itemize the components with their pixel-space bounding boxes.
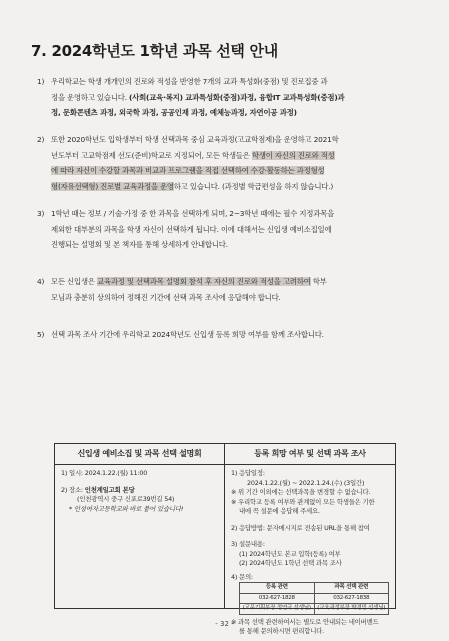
section-title: 7. 2024학년도 1학년 과목 선택 안내 (31, 42, 278, 60)
survey-note: ※ 위 기간 이외에는 선택과목을 변경할 수 없습니다. (231, 488, 371, 496)
orientation-header: 신입생 예비소집 및 과목 선택 설명회 (55, 444, 224, 465)
course-list-text: (사회(교육·복지) 교과특성화(중점)과정, 융합IT 교과특성화(중점)과 (129, 92, 345, 102)
paragraph-4 (37, 274, 415, 305)
highlighted-text: 교육과정 및 선택과목 설명회 참석 후 자신의 진로와 적성을 고려하여 (96, 277, 311, 286)
orientation-details (55, 465, 224, 518)
paragraph-line: 선택 과목 조사 기간에 우리학교 2024학년도 신입생 등록 희망 여부를 함께 조사합니다. (51, 330, 324, 339)
survey-content-item: (1) 2024학년도 본교 입학(등록) 여부 (239, 549, 341, 558)
venue-note: * 인성여자고등학교와 바로 붙어 있습니다! (69, 504, 184, 513)
paragraph-text: 모든 신입생은 (51, 277, 97, 286)
paragraph-2 (37, 132, 415, 194)
orientation-date: 1) 일시: 2024.1.22.(월) 11:00 (61, 469, 148, 477)
paragraph-line (51, 148, 415, 164)
paragraph-text: 정을 운영하고 있습니다. (51, 92, 129, 102)
paragraph-number: 5) (37, 330, 45, 339)
survey-note: 내에 꼭 설문에 응답해 주세요. (239, 507, 320, 515)
contact-table (239, 582, 389, 615)
venue-address: (인천광역시 중구 신포로39번길 54) (77, 495, 175, 503)
orientation-venue (61, 486, 218, 496)
paragraph-line (51, 179, 415, 195)
paragraph-line (51, 274, 415, 290)
inquiry-label: 4) 문의: (231, 572, 253, 581)
paragraph-line: 우리학교는 학생 개개인의 진로와 적성을 반영한 7개의 교과 특성화(중점) 및 진로집중 과 (51, 77, 328, 86)
survey-schedule: 2024.1.22.(월) ~ 2022.1.24.(수) (3일간) (247, 478, 365, 487)
paragraph-line: 진행되는 설명회 및 본 책자를 통해 상세하게 안내합니다. (51, 240, 228, 249)
course-list-text: 정, 문화콘텐츠 과정, 외국학 과정, 공공인재 과정, 예체능과정, 자연이공 과정) (51, 108, 297, 117)
paragraph-1 (37, 74, 415, 121)
survey-details (225, 465, 395, 641)
survey-column (225, 444, 395, 635)
paragraph-number: 3) (37, 209, 45, 218)
paragraph-number: 4) (37, 277, 45, 286)
venue-name: 인천계일고회 본당 (84, 485, 135, 494)
paragraph-line: 1학년 때는 정보 / 기술·가정 중 한 과목을 선택하게 되며, 2~3학년 때에는 필수 지정과목을 (51, 209, 335, 218)
contact-person-registration: (교무기획부장 정연극 선생님) (240, 604, 315, 615)
paragraph-line (51, 90, 415, 106)
paragraph-5 (37, 327, 415, 343)
contact-header-registration: 등록 관련 (240, 583, 315, 594)
highlighted-text: 형(자유선택형) 진로별 교육과정을 운영 (51, 181, 174, 191)
band-note: ※ 과목 선택 관련하여서는 별도로 안내되는 네이버밴드 (231, 617, 379, 626)
paragraph-line: 또한 2020학년도 입학생부터 학생 선택과목 중심 교육과정(고교학점제)을 운영하고 2021학 (51, 135, 339, 144)
survey-content-item: (2) 2024학년도 1학년 선택 과목 조사 (239, 559, 342, 567)
highlighted-text: 학생이 자신의 진로와 적성 (251, 150, 335, 160)
paragraph-text: 년도부터 고교학점제 선도(준비)학교로 지정되어, 모든 학생들은 (51, 150, 252, 160)
venue-label: 2) 장소: (61, 485, 85, 494)
band-note: 를 통해 문의하시면 편리합니다. (239, 627, 324, 635)
paragraph-number: 1) (37, 77, 45, 86)
contact-phone-registration: 032-627-1828 (240, 593, 315, 604)
paragraph-text: 학부 (310, 277, 327, 286)
paragraph-text: 하고 있습니다. (과정별 학급편성을 하지 않습니다.) (173, 181, 334, 191)
survey-header: 등록 희망 여부 및 선택 과목 조사 (225, 444, 395, 465)
highlighted-text: 에 따라 자신이 수강할 과목과 비교과 프로그램을 직접 선택하여 수강·활동하는 과정형성 (51, 166, 325, 175)
paragraph-line: 제외한 대부분의 과목을 학생 자신이 선택하게 됩니다. 이에 대해서는 신입생 예비소집일에 (51, 224, 332, 234)
orientation-column (55, 444, 225, 608)
survey-schedule-label: 1) 응답일정: (231, 469, 265, 477)
survey-note: ※ 우리학교 등록 여부와 관계없이 모든 학생들은 기한 (231, 497, 375, 506)
info-table (54, 443, 396, 635)
paragraph-3 (37, 206, 415, 253)
paragraph-line: 모님과 충분히 상의하여 정해진 기간에 선택 과목 조사에 응답해야 합니다. (51, 292, 281, 302)
paragraph-number: 2) (37, 135, 45, 144)
page-number: - 32 - (215, 620, 234, 628)
survey-content-label: 3) 설문내용: (231, 540, 265, 548)
survey-method: 2) 응답방법: 문자메시지로 전송된 URL을 통해 참여 (231, 523, 370, 532)
contact-person-course: (교육과정부장 박경민 선생님) (314, 604, 389, 615)
contact-header-course: 과목 선택 관련 (314, 583, 389, 594)
contact-phone-course: 032-627-1838 (314, 593, 389, 604)
paragraph-line (51, 163, 415, 179)
